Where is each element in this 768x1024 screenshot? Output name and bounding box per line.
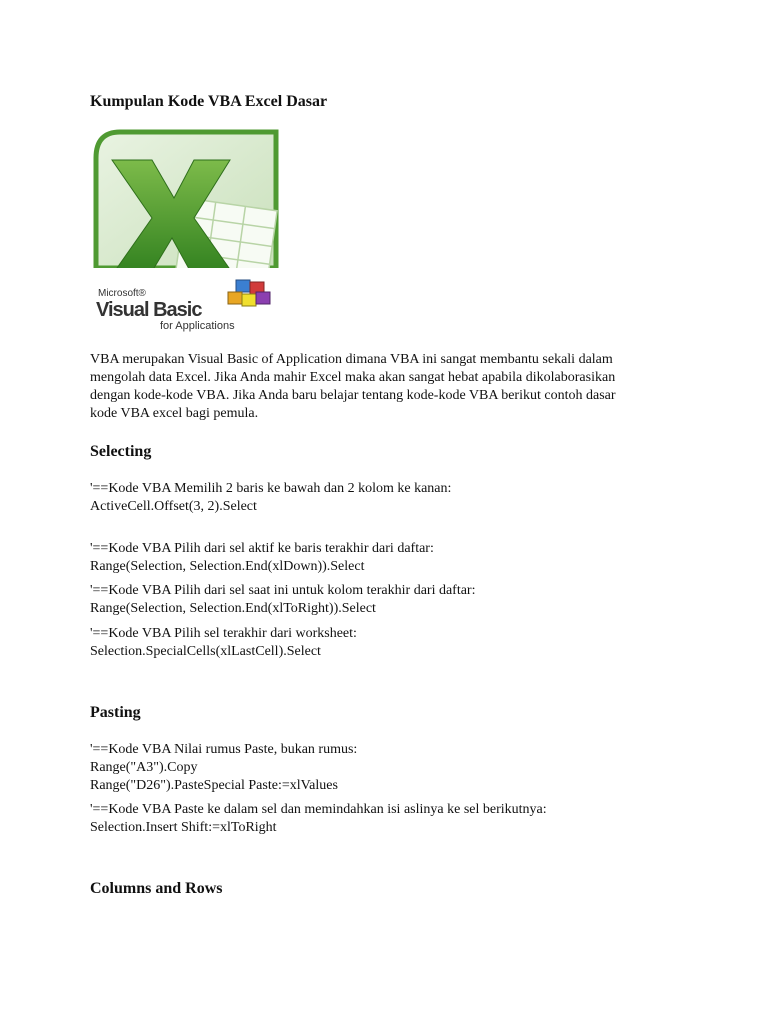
code-snippet	[90, 480, 451, 516]
excel-vba-logo	[90, 128, 282, 334]
code-comment: '==Kode VBA Pilih dari sel aktif ke baris terakhir dari daftar:	[90, 541, 434, 556]
code-line: Selection.Insert Shift:=xlToRight	[90, 820, 277, 835]
logo-brand-top: Microsoft®	[98, 288, 146, 299]
code-comment: '==Kode VBA Paste ke dalam sel dan memindahkan isi aslinya ke sel berikutnya:	[90, 802, 547, 817]
code-line: ActiveCell.Offset(3, 2).Select	[90, 499, 257, 514]
code-snippet	[90, 741, 357, 795]
code-line: Selection.SpecialCells(xlLastCell).Select	[90, 644, 321, 659]
intro-paragraph	[90, 351, 670, 423]
code-line: Range("A3").Copy	[90, 760, 198, 775]
section-heading-selecting: Selecting	[90, 443, 152, 460]
code-comment: '==Kode VBA Pilih dari sel saat ini untuk kolom terakhir dari daftar:	[90, 583, 476, 598]
excel-logo-icon	[90, 128, 282, 334]
code-snippet	[90, 582, 476, 618]
intro-line: mengolah data Excel. Jika Anda mahir Excel maka akan sangat hebat apabila dikolaborasikan	[90, 370, 616, 385]
section-heading-pasting: Pasting	[90, 704, 141, 721]
code-line: Range(Selection, Selection.End(xlToRight)).Select	[90, 601, 376, 616]
logo-brand-sub: for Applications	[160, 320, 235, 332]
logo-brand-main: Visual Basic	[96, 299, 202, 321]
page-title: Kumpulan Kode VBA Excel Dasar	[90, 93, 328, 110]
section-heading-columns-and-rows: Columns and Rows	[90, 880, 223, 897]
code-snippet	[90, 625, 357, 661]
code-snippet	[90, 801, 547, 837]
intro-line: VBA merupakan Visual Basic of Application dimana VBA ini sangat membantu sekali dalam	[90, 352, 613, 367]
code-comment: '==Kode VBA Nilai rumus Paste, bukan rumus:	[90, 742, 358, 757]
code-comment: '==Kode VBA Pilih sel terakhir dari worksheet:	[90, 626, 357, 641]
code-line: Range(Selection, Selection.End(xlDown)).Select	[90, 559, 365, 574]
intro-line: kode VBA excel bagi pemula.	[90, 406, 259, 421]
code-line: Range("D26").PasteSpecial Paste:=xlValues	[90, 778, 338, 793]
code-snippet	[90, 540, 434, 576]
intro-line: dengan kode-kode VBA. Jika Anda baru belajar tentang kode-kode VBA berikut contoh dasar	[90, 388, 616, 403]
code-comment: '==Kode VBA Memilih 2 baris ke bawah dan 2 kolom ke kanan:	[90, 481, 452, 496]
